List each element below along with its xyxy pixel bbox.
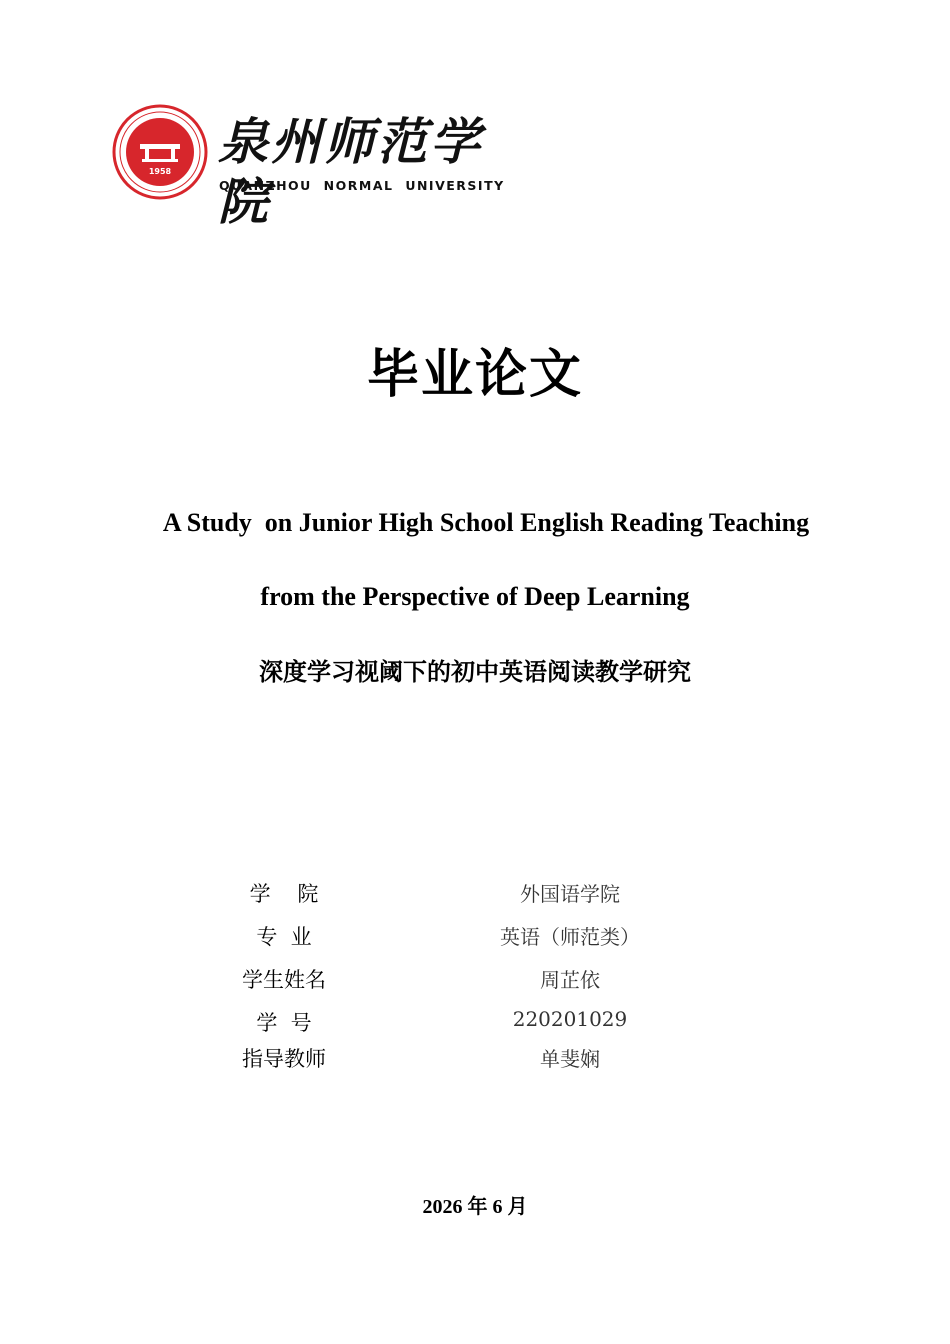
logo-name-en: QUANZHOU NORMAL UNIVERSITY [219, 178, 505, 193]
info-row-major [0, 921, 950, 951]
submission-date: 2026 年 6 月 [422, 1196, 528, 1218]
university-logo [112, 104, 522, 231]
info-value: 外国语学院 [520, 882, 620, 906]
english-title-line-1: A Study on Junior High School English Reading Teaching [162, 508, 810, 537]
logo-name-cn: 泉州师范学院 [218, 112, 483, 231]
chinese-title: 深度学习视阈下的初中英语阅读教学研究 [259, 658, 691, 686]
info-row-student-name [0, 964, 950, 994]
info-label: 学 号 [256, 1011, 312, 1035]
info-value: 英语（师范类） [500, 925, 640, 949]
university-seal-icon [112, 104, 208, 200]
info-row-student-id [0, 1007, 950, 1037]
english-title-line-2: from the Perspective of Deep Learning [260, 582, 690, 611]
seal-year: 1958 [148, 167, 172, 176]
info-row-advisor [0, 1043, 950, 1073]
document-type-heading: 毕业论文 [366, 345, 583, 405]
info-value: 周芷依 [540, 968, 600, 992]
info-value: 220201029 [512, 1007, 628, 1031]
info-label: 学 院 [249, 882, 319, 906]
info-label: 指导教师 [242, 1047, 326, 1071]
info-label: 专 业 [256, 925, 312, 949]
info-value: 单斐娴 [540, 1047, 600, 1071]
info-row-college [0, 878, 950, 908]
info-label: 学生姓名 [242, 968, 326, 992]
